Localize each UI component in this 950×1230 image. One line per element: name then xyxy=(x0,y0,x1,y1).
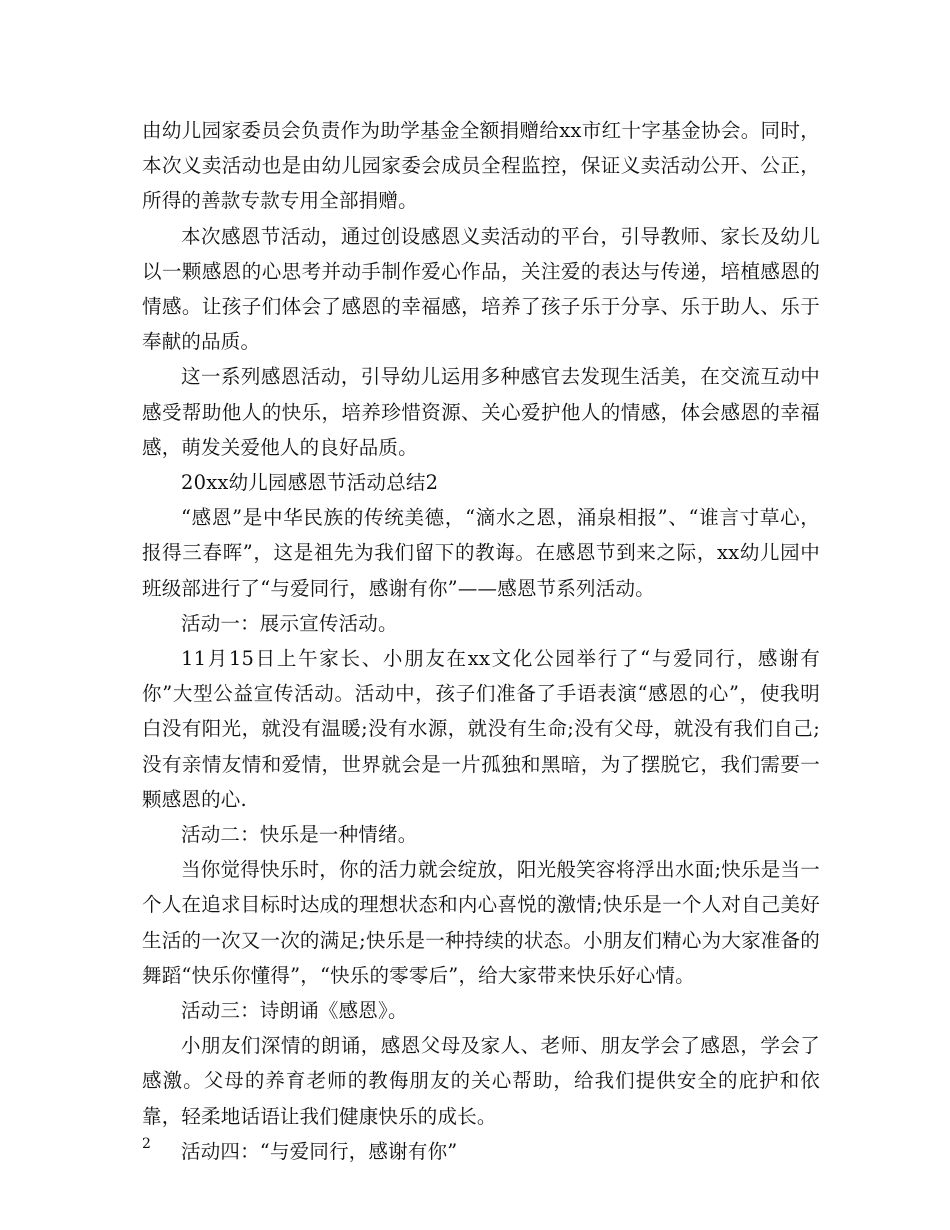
paragraph: 由幼儿园家委员会负责作为助学基金全额捐赠给xx市红十字基金协会。同时，本次义卖活动也是由幼儿园家委会成员全程监控，保证义卖活动公开、公正，所得的善款专款专用全部捐赠。 xyxy=(142,119,820,213)
paragraph: 当你觉得快乐时，你的活力就会绽放，阳光般笑容将浮出水面;快乐是当一个人在追求目标时达成的理想状态和内心喜悦的激情;快乐是一个人对自己美好生活的一次又一次的满足;快乐是一种持续的状态。小朋友们精心为大家准备的舞蹈“快乐你懂得”，“快乐的零零后”，给大家带来快乐好心情。 xyxy=(142,858,820,987)
activity-heading: 活动四：“与爱同行，感谢有你” xyxy=(181,1139,458,1163)
paragraph: 这一系列感恩活动，引导幼儿运用多种感官去发现生活美，在交流互动中感受帮助他人的快乐，培养珍惜资源、关心爱护他人的情感，体会感恩的幸福感，萌发关爱他人的良好品质。 xyxy=(142,365,820,459)
activity-heading: 活动一：展示宣传活动。 xyxy=(181,611,398,635)
activity-heading: 活动三：诗朗诵《感恩》。 xyxy=(181,999,408,1023)
activity-heading: 活动二：快乐是一种情绪。 xyxy=(181,823,418,847)
section-heading: 20xx幼儿园感恩节活动总结2 xyxy=(181,471,439,495)
paragraph: “感恩”是中华民族的传统美德，“滴水之恩，涌泉相报”、“谁言寸草心，报得三春晖”，这是祖先为我们留下的教诲。在感恩节到来之际，xx幼儿园中班级部进行了“与爱同行，感谢有你”——感恩节系列活动。 xyxy=(142,506,820,600)
paragraph: 11月15日上午家长、小朋友在xx文化公园举行了“与爱同行，感谢有你”大型公益宣传活动。活动中，孩子们准备了手语表演“感恩的心”，使我明白没有阳光，就没有温暖;没有水源，就没有生命;没有父母，就没有我们自己;没有亲情友情和爱情，世界就会是一片孤独和黑暗，为了摆脱它，我们需要一颗感恩的心. xyxy=(142,647,820,811)
paragraph: 小朋友们深情的朗诵，感恩父母及家人、老师、朋友学会了感恩，学会了感激。父母的养育老师的教侮朋友的关心帮助，给我们提供安全的庇护和依靠，轻柔地话语让我们健康快乐的成长。 xyxy=(142,1034,820,1128)
document-body xyxy=(142,113,820,1169)
paragraph: 本次感恩节活动，通过创设感恩义卖活动的平台，引导教师、家长及幼儿以一颗感恩的心思考并动手制作爱心作品，关注爱的表达与传递，培植感恩的情感。让孩子们体会了感恩的幸福感，培养了孩子乐于分享、乐于助人、乐于奉献的品质。 xyxy=(142,224,820,354)
page-number: 2 xyxy=(142,1136,151,1152)
